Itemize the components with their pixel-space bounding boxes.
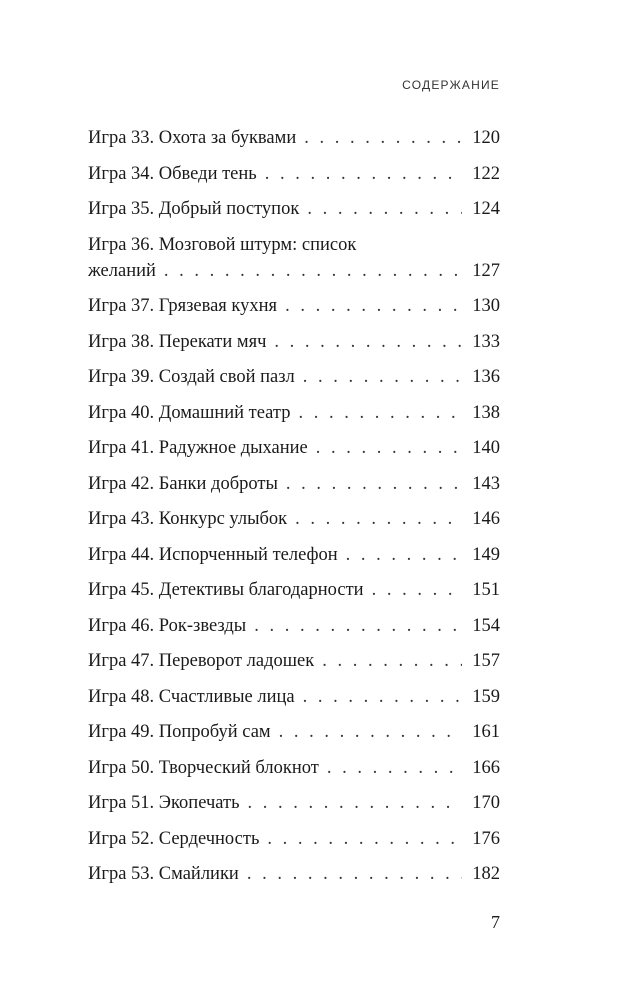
toc-entry[interactable] <box>88 861 500 887</box>
dot-leader <box>247 861 462 887</box>
toc-entry-page: 120 <box>472 128 500 148</box>
toc-entry-title: Игра 47. Переворот ладошек <box>88 651 315 671</box>
dot-leader <box>295 506 462 532</box>
toc-entry-page: 149 <box>472 544 500 565</box>
toc-entry-title: Игра 34. Обведи тень <box>88 163 257 184</box>
toc-entry-page: 166 <box>472 757 500 778</box>
toc-entry-title-line1: Игра 36. Мозговой штурм: список <box>88 234 357 255</box>
toc-entry-page: 157 <box>472 651 500 671</box>
toc-entry-title: Игра 35. Добрый поступок <box>88 199 300 219</box>
toc-entry[interactable] <box>88 293 500 319</box>
toc-entry-title: Игра 37. Грязевая кухня <box>88 296 278 316</box>
dot-leader <box>322 648 462 674</box>
toc-entry-title: Игра 33. Охота за буквами <box>88 128 297 148</box>
toc-entry-page: 151 <box>472 580 500 600</box>
toc-entry[interactable] <box>88 577 500 603</box>
toc-entry-page: 159 <box>472 686 500 707</box>
toc-entry-title: Игра 42. Банки доброты <box>88 473 278 494</box>
toc-entry-page: 182 <box>472 864 500 884</box>
toc-entry-title: Игра 52. Сердечность <box>88 828 260 849</box>
dot-leader <box>327 755 462 781</box>
toc-entry-title: Игра 45. Детективы благодарности <box>88 580 364 600</box>
dot-leader <box>279 719 462 745</box>
toc-entry[interactable] <box>88 648 500 674</box>
dot-leader <box>274 329 462 355</box>
toc-entry-title: желаний <box>88 260 156 281</box>
toc-entry-page: 130 <box>472 296 500 316</box>
page-number: 7 <box>491 912 500 932</box>
dot-leader <box>307 196 462 222</box>
toc-entry-title: Игра 48. Счастливые лица <box>88 686 295 707</box>
toc-entry-page: 170 <box>472 793 500 813</box>
dot-leader <box>372 577 462 603</box>
toc-entry-page: 127 <box>472 260 500 281</box>
toc-entry-title: Игра 50. Творческий блокнот <box>88 757 319 778</box>
toc-entry[interactable] <box>88 329 500 355</box>
dot-leader <box>303 684 462 710</box>
toc-entry-page: 133 <box>472 331 500 352</box>
dot-leader <box>267 826 462 852</box>
toc-entry[interactable] <box>88 506 500 532</box>
toc-entry-page: 122 <box>472 163 500 184</box>
toc-entry[interactable] <box>88 755 500 781</box>
dot-leader <box>304 125 462 151</box>
dot-leader <box>286 471 462 497</box>
toc-entry-title: Игра 46. Рок-звезды <box>88 615 247 636</box>
toc-entry-page: 146 <box>472 509 500 529</box>
toc-entry[interactable] <box>88 161 500 187</box>
dot-leader <box>254 613 462 639</box>
toc-entry-title: Игра 51. Экопечать <box>88 793 240 813</box>
toc-entry[interactable] <box>88 125 500 151</box>
toc-entry-title: Игра 39. Создай свой пазл <box>88 367 295 387</box>
dot-leader <box>248 790 462 816</box>
toc-entry-title: Игра 49. Попробуй сам <box>88 722 271 742</box>
toc-entry[interactable] <box>88 613 500 639</box>
table-of-contents <box>88 125 500 897</box>
toc-entry-title: Игра 41. Радужное дыхание <box>88 438 308 458</box>
toc-entry[interactable] <box>88 542 500 568</box>
toc-entry-page: 140 <box>472 438 500 458</box>
toc-entry[interactable] <box>88 435 500 461</box>
dot-leader <box>298 400 462 426</box>
dot-leader <box>303 364 462 390</box>
dot-leader <box>316 435 462 461</box>
toc-entry[interactable] <box>88 232 500 284</box>
toc-entry[interactable] <box>88 364 500 390</box>
dot-leader <box>285 293 462 319</box>
toc-entry-title: Игра 38. Перекати мяч <box>88 331 267 352</box>
toc-entry-page: 136 <box>472 367 500 387</box>
toc-entry-page: 138 <box>472 402 500 423</box>
running-head: СОДЕРЖАНИЕ <box>402 78 500 92</box>
toc-entry-title: Игра 40. Домашний театр <box>88 402 291 423</box>
toc-entry[interactable] <box>88 719 500 745</box>
toc-entry[interactable] <box>88 684 500 710</box>
toc-entry-page: 143 <box>472 473 500 494</box>
toc-entry[interactable] <box>88 471 500 497</box>
toc-entry-title: Игра 44. Испорченный телефон <box>88 544 338 565</box>
toc-entry-page: 176 <box>472 828 500 849</box>
toc-entry[interactable] <box>88 790 500 816</box>
toc-entry-title: Игра 53. Смайлики <box>88 864 239 884</box>
toc-entry[interactable] <box>88 826 500 852</box>
dot-leader <box>346 542 462 568</box>
toc-entry-title: Игра 43. Конкурс улыбок <box>88 509 288 529</box>
toc-entry-page: 154 <box>472 615 500 636</box>
toc-entry-page: 161 <box>472 722 500 742</box>
toc-entry-page: 124 <box>472 199 500 219</box>
dot-leader <box>265 161 462 187</box>
toc-entry[interactable] <box>88 400 500 426</box>
dot-leader <box>164 258 462 284</box>
toc-entry[interactable] <box>88 196 500 222</box>
